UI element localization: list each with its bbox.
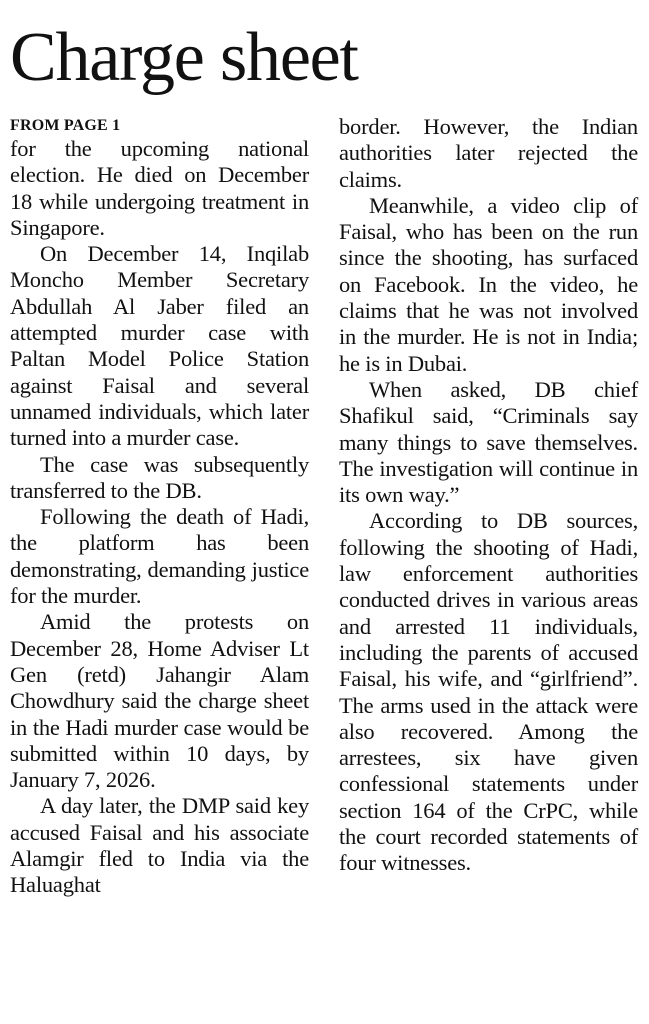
paragraph: According to DB sources, following the shooting of Hadi, law enforcement authorities conducted drives in various areas and arrested 11 individuals, including the parents of accused Faisal, his wife, and “girlfriend”. The arms used in the attack were also recovered. Among the arrestees, six have given confessional statements under section 164 of the CrPC, while the court recorded statements of four witnesses. [339, 508, 638, 876]
article-column-left [10, 114, 309, 899]
paragraph: Following the death of Hadi, the platform has been demonstrating, demanding justice for the murder. [10, 504, 309, 609]
article-column-right [339, 114, 638, 877]
continued-from-label: FROM PAGE 1 [10, 117, 121, 134]
paragraph: Meanwhile, a video clip of Faisal, who has been on the run since the shooting, has surfaced on Facebook. In the video, he claims that he was not involved in the murder. He is not in India; he is in Dubai. [339, 192, 638, 376]
headline: Charge sheet [10, 19, 358, 96]
paragraph: for the upcoming national election. He died on December 18 while undergoing treatment in Singapore. [10, 136, 309, 240]
paragraph: On December 14, Inqilab Moncho Member Secretary Abdullah Al Jaber filed an attempted murder case with Paltan Model Police Station against Faisal and several unnamed individuals, which later turned into a murder case. [10, 241, 309, 451]
paragraph: When asked, DB chief Shafikul said, “Criminals say many things to save themselves. The investigation will continue in its own way.” [339, 376, 638, 508]
paragraph: A day later, the DMP said key accused Faisal and his associate Alamgir fled to India via the Haluaghat [10, 793, 309, 898]
paragraph: The case was subsequently transferred to the DB. [10, 451, 309, 503]
paragraph: Amid the protests on December 28, Home Adviser Lt Gen (retd) Jahangir Alam Chowdhury said the charge sheet in the Hadi murder case would be submitted within 10 days, by January 7, 2026. [10, 609, 309, 793]
paragraph: border. However, the Indian authorities later rejected the claims. [339, 114, 638, 192]
